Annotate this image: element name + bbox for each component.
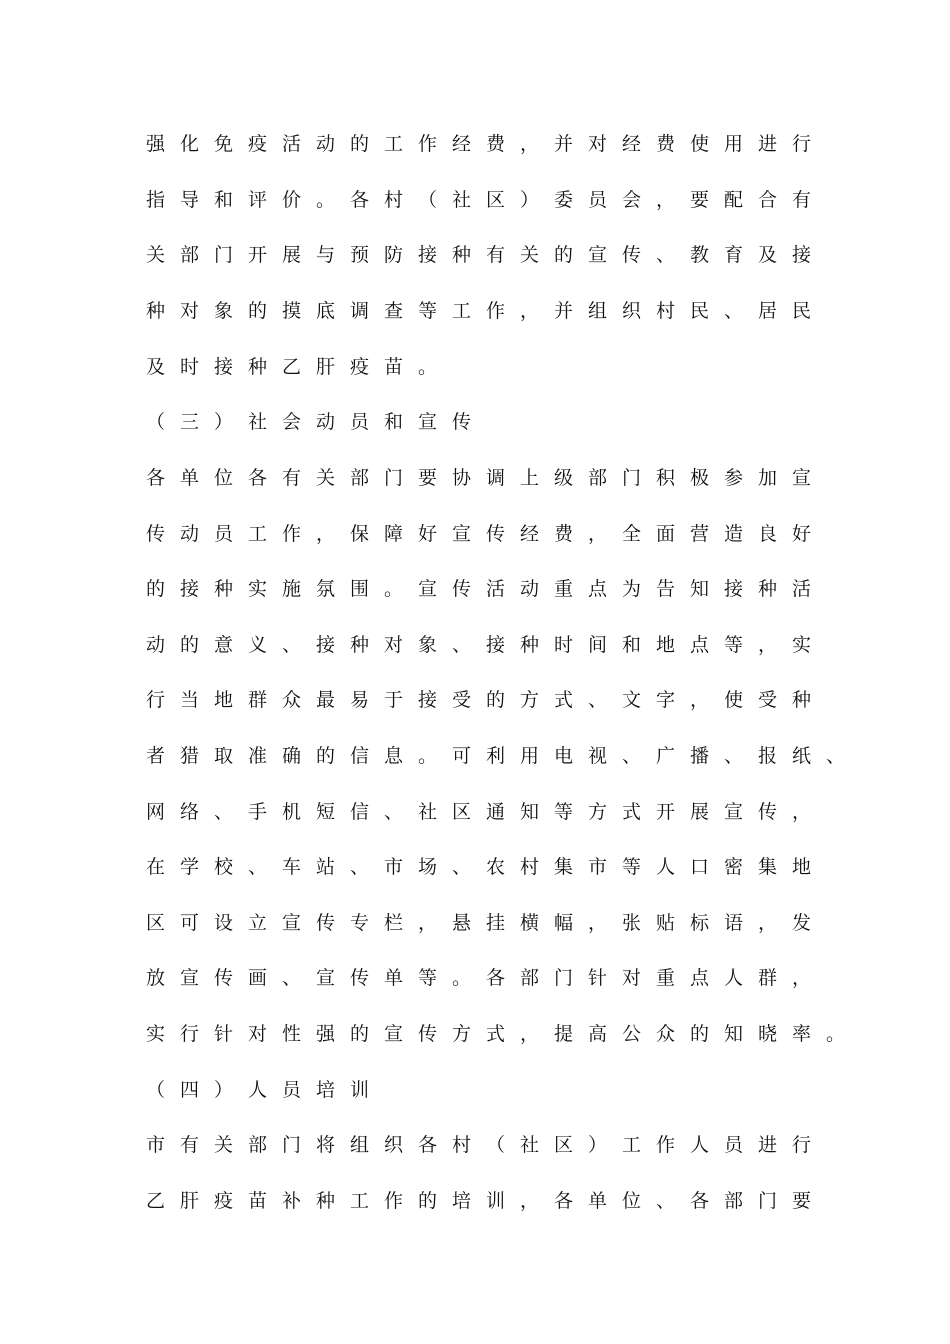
text-line: 种对象的摸底调查等工作，并组织村民、居民: [146, 300, 827, 322]
text-line: 区可设立宣传专栏，悬挂横幅，张贴标语，发: [146, 912, 827, 934]
text-line: 网络、手机短信、社区通知等方式开展宣传，: [146, 801, 827, 823]
text-line: 实行针对性强的宣传方式，提高公众的知晓率。: [146, 1023, 861, 1045]
section-heading-4: （四）人员培训: [146, 1079, 385, 1101]
text-line: 乙肝疫苗补种工作的培训，各单位、各部门要: [146, 1190, 827, 1212]
text-line: 指导和评价。各村（社区）委员会，要配合有: [146, 189, 827, 211]
text-line: 传动员工作，保障好宣传经费，全面营造良好: [146, 523, 827, 545]
text-line: 各单位各有关部门要协调上级部门积极参加宣: [146, 467, 827, 489]
text-line: 及时接种乙肝疫苗。: [146, 356, 453, 378]
section-heading-3: （三）社会动员和宣传: [146, 411, 487, 433]
text-line: 者猎取准确的信息。可利用电视、广播、报纸、: [146, 745, 861, 767]
text-line: 在学校、车站、市场、农村集市等人口密集地: [146, 856, 827, 878]
text-line: 的接种实施氛围。宣传活动重点为告知接种活: [146, 578, 827, 600]
text-line: 市有关部门将组织各村（社区）工作人员进行: [146, 1134, 827, 1156]
text-line: 行当地群众最易于接受的方式、文字，使受种: [146, 689, 827, 711]
text-line: 动的意义、接种对象、接种时间和地点等，实: [146, 634, 827, 656]
text-line: 放宣传画、宣传单等。各部门针对重点人群，: [146, 967, 827, 989]
text-line: 强化免疫活动的工作经费，并对经费使用进行: [146, 133, 827, 155]
text-line: 关部门开展与预防接种有关的宣传、教育及接: [146, 244, 827, 266]
